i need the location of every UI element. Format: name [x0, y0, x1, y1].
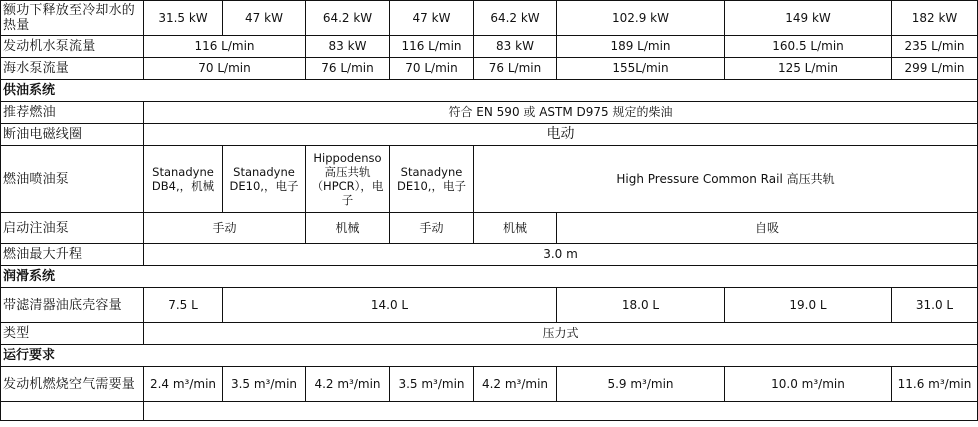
table-cell: 189 L/min	[557, 36, 725, 58]
table-cell: 4.2 m³/min	[474, 367, 557, 402]
table-cell: 符合 EN 590 或 ASTM D975 规定的柴油	[144, 102, 978, 124]
table-row-sea-water-pump	[1, 58, 978, 80]
section-row-fuel-system	[1, 80, 978, 102]
table-cell: 电动	[144, 124, 978, 146]
table-cell: 83 kW	[474, 36, 557, 58]
row-label: 发动机燃烧空气需要量	[1, 367, 144, 402]
table-cell: 手动	[390, 213, 474, 244]
table-cell: 182 kW	[892, 1, 978, 36]
table-row-fuel-solenoid	[1, 124, 978, 146]
table-cell: 18.0 L	[557, 288, 725, 323]
section-heading: 润滑系统	[1, 266, 978, 288]
table-cell: 机械	[474, 213, 557, 244]
table-cell: 235 L/min	[892, 36, 978, 58]
table-cell: Stanadyne DE10,，电子	[390, 146, 474, 213]
table-cell: 3.5 m³/min	[223, 367, 306, 402]
table-row-max-fuel-lift	[1, 244, 978, 266]
table-row-engine-water-pump	[1, 36, 978, 58]
table-cell: 125 L/min	[725, 58, 892, 80]
row-label: 断油电磁线圈	[1, 124, 144, 146]
table-row-oil-capacity	[1, 288, 978, 323]
table-cell: 70 L/min	[390, 58, 474, 80]
row-label: 燃油最大升程	[1, 244, 144, 266]
table-cell: 3.0 m	[144, 244, 978, 266]
table-cell: 自吸	[557, 213, 978, 244]
table-row-recommended-fuel	[1, 102, 978, 124]
section-row-lubrication-system	[1, 266, 978, 288]
section-heading: 运行要求	[1, 345, 978, 367]
row-label: 带滤清器油底壳容量	[1, 288, 144, 323]
section-row-operating-requirements	[1, 345, 978, 367]
table-cell: High Pressure Common Rail 高压共轨	[474, 146, 978, 213]
table-cell: 4.2 m³/min	[306, 367, 390, 402]
table-cell: 76 L/min	[306, 58, 390, 80]
table-cell: Stanadyne DE10,，电子	[223, 146, 306, 213]
table-row-priming-pump	[1, 213, 978, 244]
table-cell: Hippodenso 高压共轨（HPCR），电子	[306, 146, 390, 213]
table-cell: 机械	[306, 213, 390, 244]
row-label: 推荐燃油	[1, 102, 144, 124]
table-cell: 2.4 m³/min	[144, 367, 223, 402]
row-label: 类型	[1, 323, 144, 345]
table-cell: 3.5 m³/min	[390, 367, 474, 402]
table-row-combustion-air	[1, 367, 978, 402]
row-label: 额功下释放至冷却水的热量	[1, 1, 144, 36]
table-cell: 83 kW	[306, 36, 390, 58]
table-row-rejected-heat	[1, 1, 978, 36]
table-cell: 31.5 kW	[144, 1, 223, 36]
table-cell: 11.6 m³/min	[892, 367, 978, 402]
row-label: 燃油喷油泵	[1, 146, 144, 213]
table-cell: 47 kW	[390, 1, 474, 36]
table-cell: Stanadyne DB4,，机械	[144, 146, 223, 213]
table-row-partial	[1, 402, 978, 421]
table-cell: 70 L/min	[144, 58, 306, 80]
table-cell: 64.2 kW	[306, 1, 390, 36]
table-row-type	[1, 323, 978, 345]
table-cell: 76 L/min	[474, 58, 557, 80]
table-cell: 102.9 kW	[557, 1, 725, 36]
table-cell: 压力式	[144, 323, 978, 345]
row-label: 海水泵流量	[1, 58, 144, 80]
table-cell: 手动	[144, 213, 306, 244]
section-heading: 供油系统	[1, 80, 978, 102]
table-cell: 64.2 kW	[474, 1, 557, 36]
table-cell: 116 L/min	[144, 36, 306, 58]
table-cell: 7.5 L	[144, 288, 223, 323]
table-cell: 47 kW	[223, 1, 306, 36]
table-cell: 5.9 m³/min	[557, 367, 725, 402]
table-cell: 155L/min	[557, 58, 725, 80]
row-label: 启动注油泵	[1, 213, 144, 244]
table-cell: 14.0 L	[223, 288, 557, 323]
table-cell	[1, 402, 144, 421]
table-cell: 160.5 L/min	[725, 36, 892, 58]
table-cell: 31.0 L	[892, 288, 978, 323]
table-row-injection-pump	[1, 146, 978, 213]
table-cell: 149 kW	[725, 1, 892, 36]
table-cell: 299 L/min	[892, 58, 978, 80]
row-label: 发动机水泵流量	[1, 36, 144, 58]
table-cell: 116 L/min	[390, 36, 474, 58]
table-cell: 19.0 L	[725, 288, 892, 323]
table-cell	[144, 402, 978, 421]
table-cell: 10.0 m³/min	[725, 367, 892, 402]
